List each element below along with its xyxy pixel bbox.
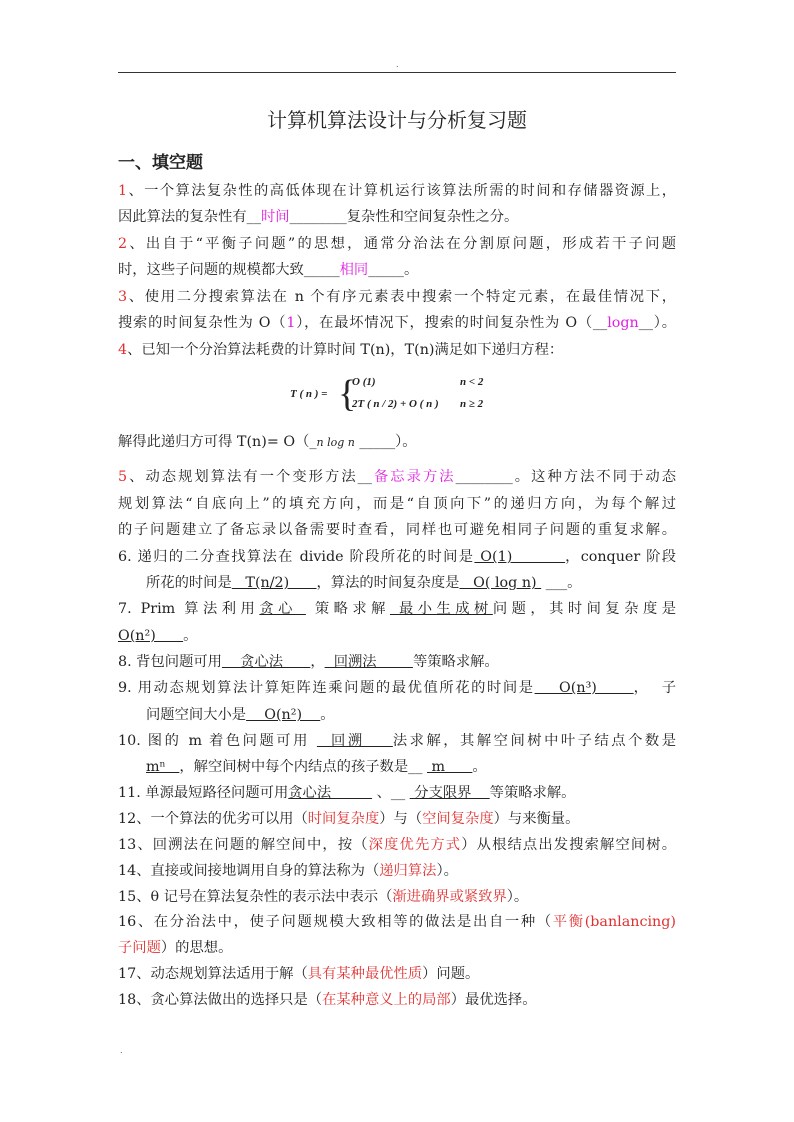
underlined-answer: 贪心 (259, 601, 306, 617)
question-line (118, 287, 676, 307)
answer-text: 子问题 (118, 940, 161, 956)
question-text: 13、回溯法在问题的解空间中，按（ (118, 837, 369, 853)
answer-text: 3 (118, 289, 128, 305)
answer-text: 相同 (339, 262, 369, 278)
question-text: 因此算法的复杂性有__ (118, 209, 261, 225)
question-text: ___。 (541, 575, 582, 591)
answer-text: logn (607, 315, 639, 331)
question-line (118, 181, 676, 201)
question-text: n log n (316, 436, 355, 449)
question-text: 法求解，其解空间树中叶子结点个数是 (392, 733, 676, 749)
question-text: 、出自于“平衡子问题”的思想，通常分治法在分割原问题，形成若干子问题 (127, 236, 676, 252)
question-line (118, 678, 676, 698)
question-line (118, 260, 676, 280)
question-text: 14、直接或间接地调用自身的算法称为（ (118, 863, 380, 879)
underlined-answer: O(n³) (534, 680, 634, 696)
question-text: 7. Prim 算法利用 (118, 601, 260, 617)
question-text: 9. 用动态规划算法计算矩阵连乘问题的最优值所花的时间是 (118, 680, 535, 696)
answer-text: 2 (118, 236, 128, 252)
question-line (118, 938, 676, 958)
question-text: 15、θ 记号在算法复杂性的表示法中表示（ (118, 889, 393, 905)
answer-text: 在某种意义上的局部 (322, 992, 451, 1008)
question-line (118, 731, 676, 751)
question-text: 。 (472, 759, 487, 775)
question-text: 问题，其时间复杂度是 (492, 601, 677, 617)
answer-text: 递归算法 (379, 863, 437, 879)
question-line (118, 599, 676, 619)
underlined-answer: m (426, 759, 473, 775)
question-text: 搜索的时间复杂性为 O（ (118, 315, 287, 331)
answer-text: 1 (286, 315, 296, 331)
question-text: 时，这些子问题的规模都大致_____ (118, 262, 340, 278)
underlined-answer: O(n²) (118, 628, 184, 644)
question-text: ）问题。 (422, 966, 480, 982)
formula-brace: { (338, 373, 357, 415)
underlined-answer: 回溯 (316, 733, 393, 749)
answer-text: 空间复杂度 (422, 811, 494, 827)
header-dot: . (396, 60, 399, 69)
question-line (118, 494, 676, 514)
question-line (118, 652, 676, 672)
question-text: 、使用二分搜索算法在 n 个有序元素表中搜索一个特定元素，在最佳情况下， (127, 289, 676, 305)
question-text: 16、在分治法中，使子问题规模大致相等的做法是出自一种（ (118, 914, 553, 930)
question-text: ，算法的时间复杂度是 (316, 575, 460, 591)
underlined-answer: 贪心法 (288, 785, 373, 801)
formula-case2: 2T ( n / 2) + O ( n ) (352, 398, 439, 410)
question-text: 问题空间大小是 (146, 707, 247, 723)
question-text: 、已知一个分治算法耗费的计算时间 T(n)，T(n)满足如下递归方程： (127, 342, 564, 358)
question-line (118, 547, 676, 567)
answer-text: 深度优先方式 (368, 837, 462, 853)
answer-text: 4 (118, 342, 128, 358)
answer-text: 平衡(banlancing) (552, 914, 676, 930)
question-line (146, 757, 676, 777)
question-text: ）从根结点出发搜索解空间树。 (461, 837, 677, 853)
answer-text: 时间 (260, 209, 290, 225)
question-text: ）与（ (379, 811, 423, 827)
formula-lhs: T ( n ) = (290, 388, 328, 400)
question-text: ， (310, 654, 325, 670)
question-line (118, 809, 676, 829)
answer-text: 渐进确界或紧致界 (392, 889, 507, 905)
document-title: 计算机算法设计与分析复习题 (267, 108, 527, 132)
question-text: 。 (320, 707, 335, 723)
underlined-answer: 最小生成树 (389, 601, 493, 617)
question-text: ________复杂性和空间复杂性之分。 (289, 209, 519, 225)
question-line (118, 234, 676, 254)
question-text: ，解空间树中每个内结点的孩子数是__ (179, 759, 427, 775)
answer-text: 1 (118, 183, 128, 199)
formula-cond1: n < 2 (460, 376, 484, 388)
question-text: ）的思想。 (160, 940, 233, 956)
question-text: 18、贪心算法做出的选择只是（ (118, 992, 323, 1008)
formula-case1: O (1) (352, 376, 376, 388)
footer-dot: . (120, 1046, 123, 1055)
question-text: __）。 (638, 315, 676, 331)
question-line (118, 887, 676, 907)
underlined-answer: O( log n) (459, 575, 542, 591)
underlined-answer: T(n/2) (231, 575, 317, 591)
question-line (118, 467, 676, 487)
question-text: ， 子 (633, 680, 677, 696)
question-text: 。 (183, 628, 198, 644)
question-text: 12、一个算法的优劣可以用（ (118, 811, 308, 827)
question-text: 、动态规划算法有一个变形方法__ (127, 469, 372, 485)
question-text: 17、动态规划算法适用于解（ (118, 966, 308, 982)
question-text: 解得此递归方可得 T(n)= O（_ (118, 434, 317, 450)
section-heading: 一、填空题 (118, 153, 203, 173)
question-text: ）。 (506, 889, 529, 905)
question-line (118, 964, 676, 984)
question-text: 6. 递归的二分查找算法在 divide 阶段所花的时间是 (118, 549, 475, 565)
question-text: 、一个算法复杂性的高低体现在计算机运行该算法所需的时间和存储器资源上， (127, 183, 676, 199)
question-line (146, 573, 676, 593)
question-line (118, 313, 676, 333)
question-text: 、__ (372, 785, 410, 801)
question-text: ，conquer 阶段 (565, 549, 676, 565)
answer-text: 具有某种最优性质 (307, 966, 423, 982)
question-text: ）。 (436, 863, 458, 879)
question-line (118, 340, 676, 360)
question-line (118, 912, 676, 932)
question-line (118, 861, 676, 881)
question-text: 的子问题建立了备忘录以备需要时查看，同样也可避免相同子问题的重复求解。 (118, 522, 676, 538)
question-text: 10. 图的 m 着色问题可用 (118, 733, 317, 749)
question-text: 等策略求解。 (412, 654, 499, 670)
underlined-answer: 分支限界 (409, 785, 490, 801)
question-line (146, 705, 676, 725)
question-line (118, 783, 676, 803)
underlined-answer: O(1) (474, 549, 566, 565)
question-text: 等策略求解。 (489, 785, 576, 801)
question-line (118, 626, 676, 646)
question-line (118, 432, 676, 453)
answer-text: 5 (118, 469, 128, 485)
formula-cond2: n ≥ 2 (460, 398, 484, 410)
underlined-answer: O(n²) (246, 707, 321, 723)
answer-text: 备忘录方法 (371, 469, 456, 485)
question-line (118, 835, 676, 855)
question-line (118, 520, 676, 540)
question-text: _____）。 (354, 434, 417, 450)
question-text: 所花的时间是 (146, 575, 232, 591)
question-text: 8. 背包问题可用 (118, 654, 222, 670)
question-text: _____。 (368, 262, 419, 278)
question-text: 11. 单源最短路径问题可用 (118, 785, 289, 801)
underlined-answer: mⁿ (146, 759, 180, 775)
question-text: 规划算法“自底向上”的填充方向，而是“自顶向下”的递归方向，为每个解过 (118, 496, 676, 512)
question-line (118, 990, 676, 1010)
answer-text: 时间复杂度 (307, 811, 380, 827)
underlined-answer: 贪心法 (221, 654, 311, 670)
question-line (118, 207, 676, 227)
question-text: ）最优选择。 (450, 992, 537, 1008)
question-text: ），在最坏情况下，搜索的时间复杂性为 O（__ (295, 315, 608, 331)
question-text: ）与来衡量。 (493, 811, 580, 827)
header-rule (118, 72, 676, 73)
underlined-answer: 回溯法 (324, 654, 413, 670)
question-text: ________。这种方法不同于动态 (455, 469, 677, 485)
question-text: 策略求解 (305, 601, 390, 617)
